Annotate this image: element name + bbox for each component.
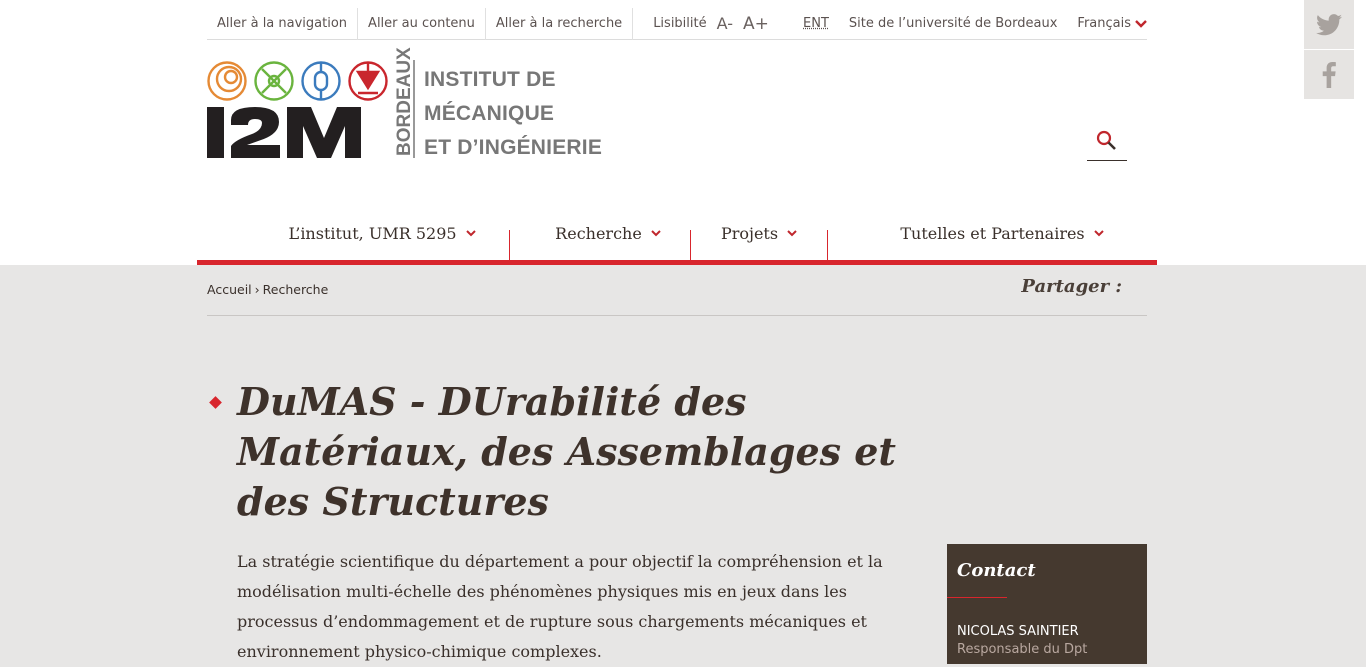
language-selector[interactable] [1077, 16, 1147, 31]
search-toggle-button[interactable] [1087, 124, 1127, 161]
nav-item-recherche[interactable] [527, 206, 689, 260]
breadcrumb [207, 282, 328, 297]
facebook-icon [1322, 62, 1336, 88]
orange-circle-icon [209, 63, 246, 100]
institute-name-line-2: MÉCANIQUE [424, 102, 555, 125]
nav-divider [827, 230, 828, 260]
nav-item-projets[interactable] [691, 206, 827, 260]
bordeaux-label: BORDEAUX [394, 47, 415, 156]
blue-circle-icon [303, 62, 340, 100]
nav-divider [509, 230, 510, 260]
institute-name-line-1: INSTITUT DE [424, 68, 556, 91]
i2m-letters [207, 107, 361, 158]
skip-to-content-link[interactable]: Aller au contenu [358, 8, 486, 40]
skip-to-navigation-link[interactable]: Aller à la navigation [207, 8, 358, 40]
increase-font-button[interactable]: A+ [742, 13, 769, 34]
breadcrumb-home-link[interactable]: Accueil [207, 282, 252, 297]
skip-to-search-link[interactable]: Aller à la recherche [486, 8, 633, 40]
title-diamond-icon [209, 396, 222, 409]
top-utility-bar [207, 8, 1147, 40]
top-right-links [803, 16, 1147, 31]
i2m-logo[interactable] [207, 47, 627, 160]
i2m-logo-mark [207, 60, 392, 160]
nav-item-label: Projets [720, 223, 779, 243]
ent-link[interactable]: ENT [803, 16, 829, 31]
page-title: DuMAS - DUrabilité des Matériaux, des Assemblages et des Structures [237, 379, 896, 524]
share-label: Partager : [1021, 276, 1122, 297]
main-navigation [197, 206, 1157, 265]
nav-item-institut[interactable] [247, 206, 517, 260]
contact-heading: Contact [957, 560, 1036, 581]
red-circle-icon [350, 62, 387, 100]
breadcrumb-separator: › [254, 282, 260, 297]
facebook-share-button[interactable] [1304, 50, 1354, 99]
chevron-down-icon [466, 230, 476, 237]
chevron-down-icon [651, 230, 661, 237]
page-intro-text: La stratégie scientifique du département a pour objectif la compréhension et la modélisation multi-échelle des phénomènes physiques mis en jeux dans les processus d’endommagement et de rupture sous chargements mécaniques et environnement physico-chimique complexes. [237, 552, 883, 661]
nav-item-label: Tutelles et Partenaires [900, 223, 1085, 243]
share-rail [1304, 0, 1354, 100]
readability-label: Lisibilité [653, 16, 707, 31]
breadcrumb-row [207, 270, 1147, 316]
twitter-share-button[interactable] [1304, 0, 1354, 49]
bordeaux-vertical-text [393, 47, 417, 158]
institute-name-line-3: ET D’INGÉNIERIE [424, 136, 603, 159]
contact-role: Responsable du Dpt [957, 642, 1088, 657]
contact-box [947, 544, 1147, 664]
chevron-down-icon [787, 230, 797, 237]
nav-item-label: Recherche [555, 223, 642, 243]
readability-controls [633, 14, 779, 34]
contact-name: NICOLAS SAINTIER [957, 624, 1079, 639]
nav-item-label: L’institut, UMR 5295 [288, 223, 457, 243]
chevron-down-icon [1135, 20, 1147, 28]
twitter-icon [1316, 14, 1342, 36]
nav-item-tutelles[interactable] [857, 206, 1147, 260]
breadcrumb-current: Recherche [262, 282, 329, 297]
search-icon [1096, 130, 1118, 152]
contact-divider [947, 597, 1007, 598]
institute-name [424, 63, 602, 165]
chevron-down-icon [1094, 230, 1104, 237]
language-label: Français [1077, 16, 1131, 31]
university-site-link[interactable]: Site de l’université de Bordeaux [848, 16, 1058, 31]
decrease-font-button[interactable]: A- [716, 14, 733, 33]
green-circle-icon [256, 63, 293, 100]
